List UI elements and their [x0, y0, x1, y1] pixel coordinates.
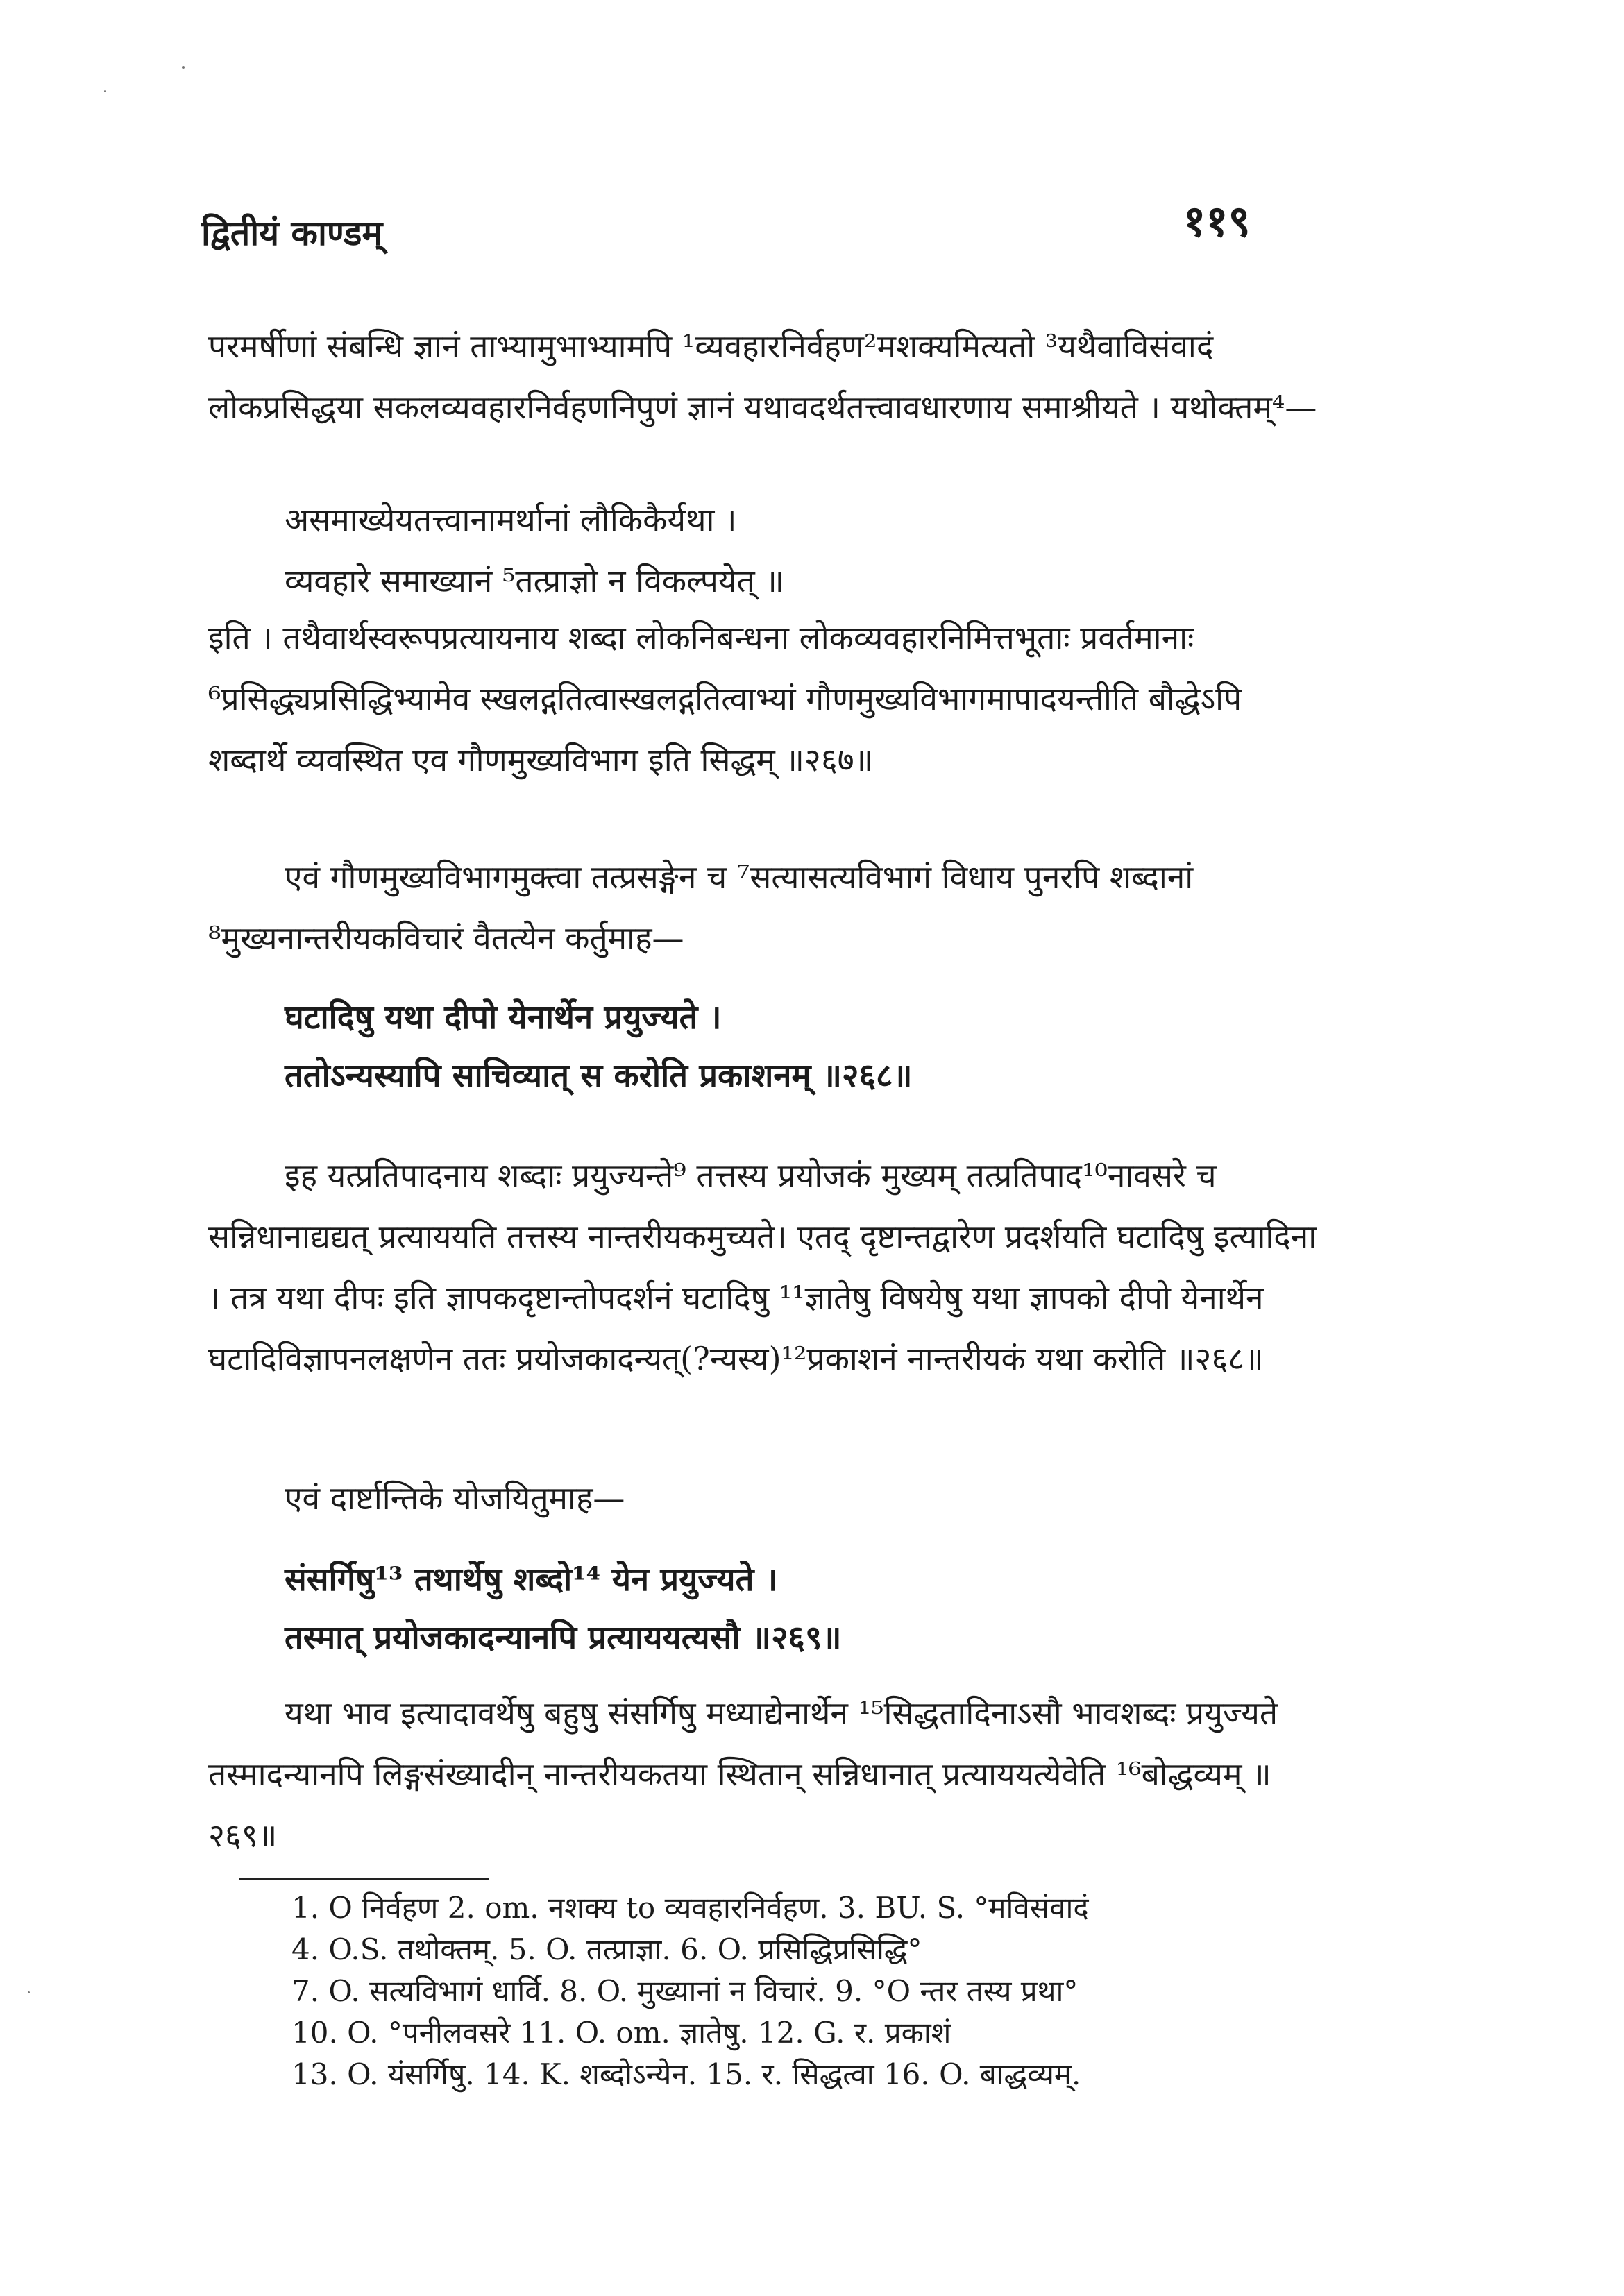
paragraph-5: एवं दार्ष्टान्तिके योजयितुमाह—	[285, 1479, 625, 1517]
karika-269-line-2: तस्मात् प्रयोजकादन्यानपि प्रत्याययत्यसौ ॥२६९॥	[285, 1619, 842, 1657]
karika-268-line-2: ततोऽन्यस्यापि साचिव्यात् स करोति प्रकाशनम् ॥२६८॥	[285, 1057, 913, 1095]
footnote-line: 10. O. °पनीलवसरे 11. O. om. ज्ञातेषु. 12. G. र. प्रकाशं	[291, 2016, 951, 2050]
karika-268	[285, 989, 1291, 1105]
quoted-verse-line-2: व्यवहारे समाख्यानं ⁵तत्प्राज्ञो न विकल्पयेत् ॥	[285, 562, 784, 599]
scan-speck	[28, 1991, 30, 1993]
footnote-line: 13. O. यंसर्गिषु. 14. K. शब्दोऽन्येन. 15. र. सिद्धत्वा 16. O. बाद्धव्यम्.	[291, 2057, 1081, 2091]
quoted-verse	[285, 489, 1256, 611]
page-number: ११९	[1183, 196, 1251, 246]
paragraph-6: यथा भाव इत्यादावर्थेषु बहुषु संसर्गिषु मध्याद्येनार्थेन ¹⁵सिद्धतादिनाऽसौ भावशब्दः प्रयुज्यते तस्मादन्यानपि लिङ्गसंख्यादीन् नान्तरीयकतया स्थितान् सन्निधानात् प्रत्याययत्येवेति ¹⁶बोद्धव्यम् ॥२६९॥	[208, 1694, 1278, 1854]
footnote-divider	[239, 1878, 489, 1880]
quoted-verse-line-1: असमाख्येयतत्त्वानामर्थानां लौकिकैर्यथा ।	[285, 501, 737, 538]
scan-speck	[182, 66, 185, 69]
karika-269	[285, 1551, 1291, 1667]
footnote-line: 1. O निर्वहण 2. om. नशक्य to व्यवहारनिर्वहण. 3. BU. S. °मविसंवादं	[291, 1891, 1089, 1925]
paragraph-4: इह यत्प्रतिपादनाय शब्दाः प्रयुज्यन्ते⁹ तत्तस्य प्रयोजकं मुख्यम् तत्प्रतिपाद¹⁰नावसरे च सन्निधानाद्यद्यत् प्रत्याययति तत्तस्य नान्तरीयकमुच्यते। एतद् दृष्टान्तद्वारेण प्रदर्शयति घटादिषु इत्यादिना । तत्र यथा दीपः इति ज्ञापकदृष्टान्तोपदर्शनं घटादिषु ¹¹ज्ञातेषु विषयेषु यथा ज्ञापको दीपो येनार्थेन घटादिविज्ञापनलक्षणेन ततः प्रयोजकादन्यत्(?न्यस्य)¹²प्रकाशनं नान्तरीयकं यथा करोति ॥२६८॥	[208, 1157, 1317, 1377]
footnote-line: 4. O.S. तथोक्तम्. 5. O. तत्प्राज्ञा. 6. O. प्रसिद्धिप्रसिद्धि°	[291, 1932, 922, 1966]
scan-speck	[104, 90, 106, 92]
karika-268-line-1: घटादिषु यथा दीपो येनार्थेन प्रयुज्यते ।	[285, 998, 722, 1037]
paragraph-1: परमर्षीणां संबन्धि ज्ञानं ताभ्यामुभाभ्यामपि ¹व्यवहारनिर्वहण²मशक्यमित्यतो ³यथैवाविसंवादं लोकप्रसिद्धया सकलव्यवहारनिर्वहणनिपुणं ज्ञानं यथावदर्थतत्त्वावधारणाय समाश्रीयते । यथोक्तम्⁴—	[208, 328, 1317, 426]
karika-269-line-1: संसर्गिषु¹³ तथार्थेषु शब्दो¹⁴ येन प्रयुज्यते ।	[285, 1561, 778, 1599]
running-header: द्वितीयं काण्डम्	[201, 212, 383, 253]
footnotes	[291, 1887, 1333, 2095]
paragraph-3: एवं गौणमुख्यविभागमुक्त्वा तत्प्रसङ्गेन च ⁷सत्यासत्यविभागं विधाय पुनरपि शब्दानां ⁸मुख्यनान्तरीयकविचारं वैतत्येन कर्तुमाह—	[208, 858, 1194, 957]
footnote-line: 7. O. सत्यविभागं धार्वि. 8. O. मुख्यानां न विचारं. 9. °O न्तर तस्य प्रथा°	[291, 1974, 1079, 2008]
paragraph-2: इति । तथैवार्थस्वरूपप्रत्यायनाय शब्दा लोकनिबन्धना लोकव्यवहारनिमित्तभूताः प्रवर्तमानाः ⁶प्रसिद्ध्यप्रसिद्धिभ्यामेव स्खलद्गतित्वास्खलद्गतित्वाभ्यां गौणमुख्यविभागमापादयन्तीति बौद्धेऽपि शब्दार्थे व्यवस्थित एव गौणमुख्यविभाग इति सिद्धम् ॥२६७॥	[208, 619, 1242, 779]
